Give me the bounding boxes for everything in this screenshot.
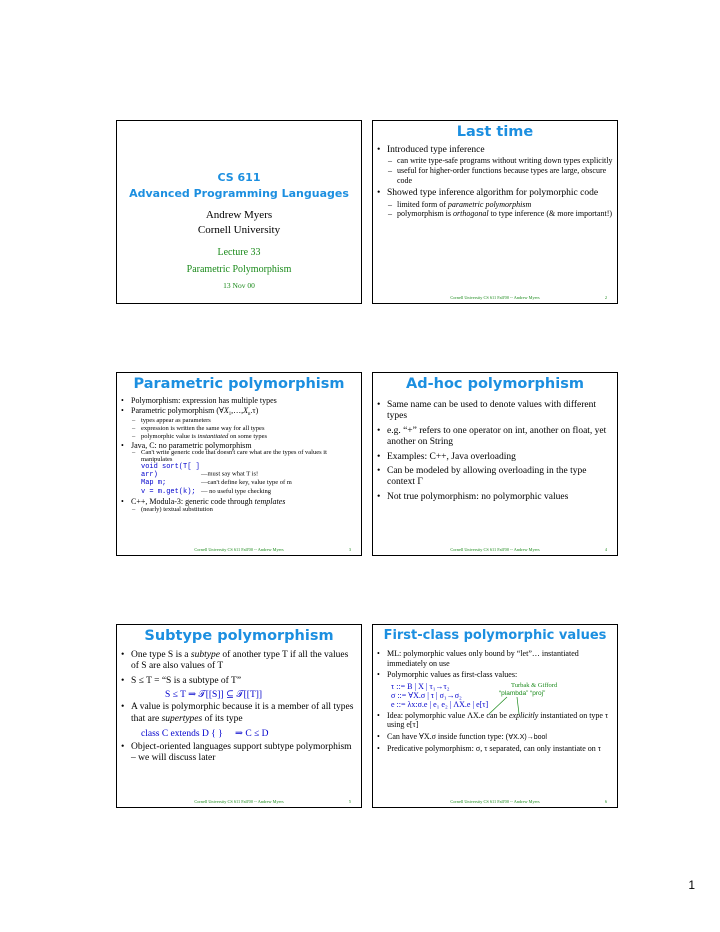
page-number: 1 xyxy=(688,878,695,892)
bullet: • A value is polymorphic because it is a member of all types that are supertypes of its type xyxy=(121,702,357,725)
slide-title: Parametric polymorphism xyxy=(133,376,345,392)
bullet: • Polymorphic values as first-class values: xyxy=(377,670,613,680)
sub-bullet: – types appear as parameters xyxy=(121,417,357,425)
lecture-number: Lecture 33 xyxy=(217,247,261,258)
bullet: • Predicative polymorphism: σ, τ separated, can only instantiate on τ xyxy=(377,744,613,754)
slide-5: Subtype polymorphism • One type S is a subtype of another type T if all the values of S are also values of T • S ≤ T = “S is a subtype of T” S ≤ T ⇒ 𝒯[[S]] ⊆ 𝒯[[T]] • A value is polymorphic because it is a member of all types that are supertypes of its type class C extends D { } ⇒ C ≤ D • Object-oriented languages support subtype polymorphism – we will discuss later Cornell University CS 611 Fall'00 -- Andrew Myers 5 xyxy=(116,624,362,808)
grammar-tau: τ ::= B | X | τ₁→τ₂ xyxy=(391,681,450,691)
bullet: • Polymorphism: expression has multiple types xyxy=(121,396,357,406)
grammar-sigma: σ ::= ∀X.σ | τ | σ₁→σ₂ xyxy=(391,690,462,700)
bullet: • Can be modeled by allowing overloading in the type context Γ xyxy=(377,466,613,489)
bullet: • ML: polymorphic values only bound by “let”… instantiated immediately on use xyxy=(377,649,613,668)
bullet: • Object-oriented languages support subtype polymorphism – we will discuss later xyxy=(121,742,357,765)
sub-bullet: – useful for higher-order functions because types are large, obscure code xyxy=(377,166,613,185)
sub-bullet: – expression is written the same way for all types xyxy=(121,425,357,433)
bullet: • Can have ∀X.σ inside function type: (∀X.X)→bool xyxy=(377,732,613,742)
slide-2: Last time • Introduced type inference – can write type-safe programs without writing down types explicitly – useful for higher-order functions because types are large, obscure code • Showed type inference algorithm for polymorphic code – limited form of parametric polymorphism – polymorphism is orthogonal to type inference (& more important!) Cornell University CS 611 Fall'00 -- Andrew Myers 2 xyxy=(372,120,618,304)
slide-title: Ad-hoc polymorphism xyxy=(406,376,584,392)
course-title: Advanced Programming Languages xyxy=(129,187,349,200)
annotation-names: “plambda” “proj” xyxy=(499,689,546,697)
bullet: • Not true polymorphism: no polymorphic values xyxy=(377,492,613,503)
slide-6: First-class polymorphic values • ML: polymorphic values only bound by “let”… instantiated immediately on use • Polymorphic values as first-class values: τ ::= B | X | τ₁→τ₂ σ ::= ∀X.σ | τ | σ₁→σ₂ e ::= λx:σ.e | e₁ e₂ | ΛX.e | e[τ] Turbak & Gifford “plambda” “proj” • Idea: polymorphic value ΛX.e can be explicitly instantiated on type τ using e[τ] • Can have ∀X.σ inside function type: (∀X.X)→bool • Predicative polymorphism: σ, τ separated, can only instantiate on τ Cornell University CS 611 Fall'00 -- Andrew Myers 6 xyxy=(372,624,618,808)
bullet: • Parametric polymorphism $(\forall X_1,\dots,X_n.\tau)$ xyxy=(121,406,357,418)
slide-3: Parametric polymorphism • Polymorphism: expression has multiple types • Parametric polymorphism $(\forall X_1,\dots,X_n.\tau)$ – types appear as parameters – expression is written the same way for all types – polymorphic value is instantiated on some types • Java, C: no parametric polymorphism – Can't write generic code that doesn't care what are the types of values it manipulates void sort(T[ ] arr) —must say what T is! Map m; —can't define key, value type of m v = m.get(k); — no useful type checking • C++, Modula-3: generic code through templates – (nearly) textual substitution Cornell University CS 611 Fall'00 -- Andrew Myers 3 xyxy=(116,372,362,556)
annotation-authors: Turbak & Gifford xyxy=(511,681,558,689)
slide-title: Last time xyxy=(456,124,534,140)
bullet: • C++, Modula-3: generic code through templates xyxy=(121,497,357,507)
sub-bullet: – polymorphic value is instantiated on some types xyxy=(121,433,357,441)
sub-bullet: – polymorphism is orthogonal to type inference (& more important!) xyxy=(377,209,613,219)
subtype-example: class C extends D { } ⇒ C ≤ D xyxy=(141,728,269,739)
code-examples: void sort(T[ ] arr) —must say what T is! Map m; —can't define key, value type of m v = m.get(k); — no useful type checking xyxy=(141,462,292,497)
bullet: • S ≤ T = “S is a subtype of T” xyxy=(121,676,357,687)
slide-1 xyxy=(116,120,362,304)
lecture-date: 13 Nov 00 xyxy=(223,281,255,290)
sub-bullet: – Can't write generic code that doesn't care what are the types of values it manipulates xyxy=(121,450,357,464)
lecture-topic: Parametric Polymorphism xyxy=(186,264,292,275)
bullet: • Examples: C++, Java overloading xyxy=(377,452,613,463)
grammar-expr: e ::= λx:σ.e | e₁ e₂ | ΛX.e | e[τ] xyxy=(391,699,489,709)
sub-bullet: – limited form of parametric polymorphism xyxy=(377,200,613,210)
sub-bullet: – can write type-safe programs without writing down types explicitly xyxy=(377,156,613,166)
subtype-formula: S ≤ T ⇒ 𝒯[[S]] ⊆ 𝒯[[T]] xyxy=(165,690,263,701)
bullet: • Idea: polymorphic value ΛX.e can be explicitly instantiated on type τ using e[τ] xyxy=(377,711,613,730)
author: Andrew Myers xyxy=(205,209,273,221)
slide-title: First-class polymorphic values xyxy=(383,628,607,643)
course-code: CS 611 xyxy=(217,171,261,184)
bullet: • Showed type inference algorithm for polymorphic code xyxy=(377,188,613,199)
slide-4: Ad-hoc polymorphism • Same name can be used to denote values with different types • e.g. “+” refers to one operator on int, another on float, yet another on String • Examples: C++, Java overloading • Can be modeled by allowing overloading in the type context Γ • Not true polymorphism: no polymorphic values Cornell University CS 611 Fall'00 -- Andrew Myers 4 xyxy=(372,372,618,556)
bullet: • e.g. “+” refers to one operator on int, another on float, yet another on String xyxy=(377,426,613,449)
bullet: • Same name can be used to denote values with different types xyxy=(377,400,613,423)
bullet: • One type S is a subtype of another type T if all the values of S are also values of T xyxy=(121,650,357,673)
affiliation: Cornell University xyxy=(197,224,281,236)
slide-title: Subtype polymorphism xyxy=(144,628,334,644)
bullet: • Java, C: no parametric polymorphism xyxy=(121,441,357,451)
sub-bullet: – (nearly) textual substitution xyxy=(121,506,357,514)
grammar xyxy=(377,682,613,709)
bullet: • Introduced type inference xyxy=(377,145,613,156)
